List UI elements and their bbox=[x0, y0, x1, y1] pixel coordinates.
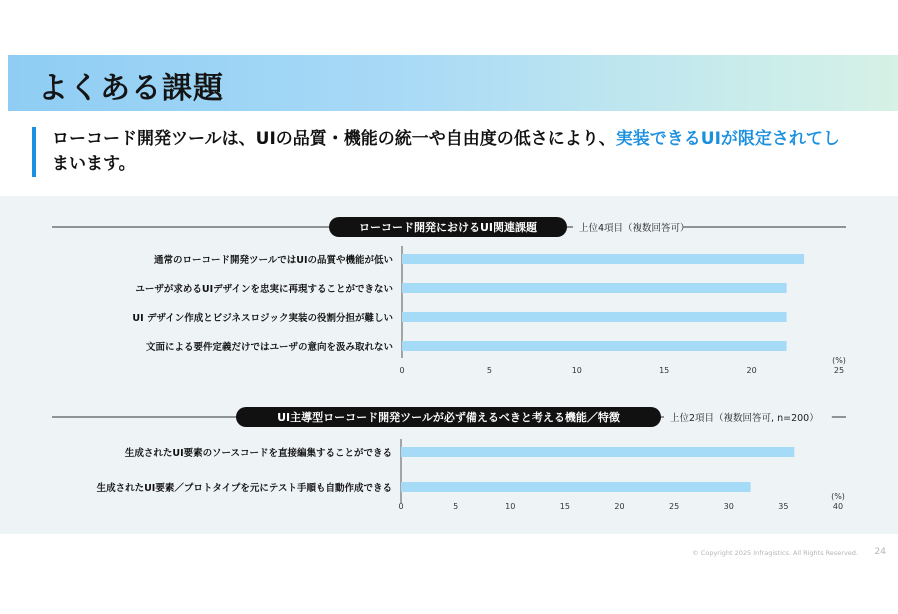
lead-text-highlight: 実装できるUIが限定されてし bbox=[615, 129, 840, 149]
chart1-bar-4 bbox=[402, 341, 787, 351]
chart2-x-tick-40: 40 bbox=[832, 502, 844, 511]
chart1-bar-1 bbox=[402, 254, 804, 264]
chart1-subtitle: 上位4項目（複数回答可） bbox=[579, 223, 690, 234]
chart1-x-tick-0: 0 bbox=[399, 366, 405, 375]
chart1-category-label-3: UI デザイン作成とビジネスロジック実装の役割分担が難しい bbox=[132, 313, 393, 324]
page-number: 24 bbox=[874, 547, 886, 557]
lead-text bbox=[32, 127, 862, 177]
chart1-x-tick-5: 5 bbox=[486, 366, 492, 375]
chart1-bar-2 bbox=[402, 283, 787, 293]
chart1-category-label-1: 通常のローコード開発ツールではUIの品質や機能が低い bbox=[153, 255, 393, 266]
chart2-category-label-1: 生成されたUI要素のソースコードを直接編集することができる bbox=[124, 448, 392, 459]
chart1-x-tick-25: 25 bbox=[833, 366, 845, 375]
chart1-x-tick-15: 15 bbox=[659, 366, 670, 375]
chart2-subtitle: 上位2項目（複数回答可, n=200） bbox=[670, 413, 819, 424]
chart2-bar-2 bbox=[401, 482, 751, 492]
chart1-title: ローコード開発におけるUI関連課題 bbox=[358, 221, 538, 234]
chart2-title: UI主導型ローコード開発ツールが必ず備えるべきと考える機能／特徴 bbox=[277, 411, 620, 424]
lead-text-part1: ローコード開発ツールは、UIの品質・機能の統一や自由度の低さにより、 bbox=[52, 129, 616, 149]
chart2-unit-label: (%) bbox=[831, 492, 845, 501]
chart2-x-tick-15: 15 bbox=[559, 502, 570, 511]
chart1-unit-label: (%) bbox=[832, 356, 846, 365]
charts-area bbox=[0, 196, 898, 534]
chart1-x-tick-20: 20 bbox=[746, 366, 757, 375]
chart2-x-tick-20: 20 bbox=[614, 502, 625, 511]
chart2-x-tick-10: 10 bbox=[505, 502, 516, 511]
chart2-category-label-2: 生成されたUI要素／プロトタイプを元にテスト手順も自動作成できる bbox=[96, 483, 392, 494]
page-title: よくある課題 bbox=[38, 71, 224, 106]
chart2-x-tick-25: 25 bbox=[669, 502, 680, 511]
chart2-x-tick-30: 30 bbox=[723, 502, 734, 511]
chart2-x-tick-0: 0 bbox=[398, 502, 404, 511]
chart1-category-label-2: ユーザが求めるUIデザインを忠実に再現することができない bbox=[135, 284, 393, 295]
title-band bbox=[8, 55, 898, 111]
chart1-category-label-4: 文面による要件定義だけではユーザの意向を汲み取れない bbox=[145, 342, 393, 353]
lead-text-part2: まいます。 bbox=[52, 154, 136, 174]
chart1-bar-3 bbox=[402, 312, 787, 322]
copyright-text: © Copyright 2025 Infragistics. All Rights Reserved. bbox=[692, 549, 858, 557]
chart2-x-tick-35: 35 bbox=[778, 502, 789, 511]
chart1-x-tick-10: 10 bbox=[571, 366, 582, 375]
chart2-bar-1 bbox=[401, 447, 794, 457]
chart2-x-tick-5: 5 bbox=[453, 502, 459, 511]
